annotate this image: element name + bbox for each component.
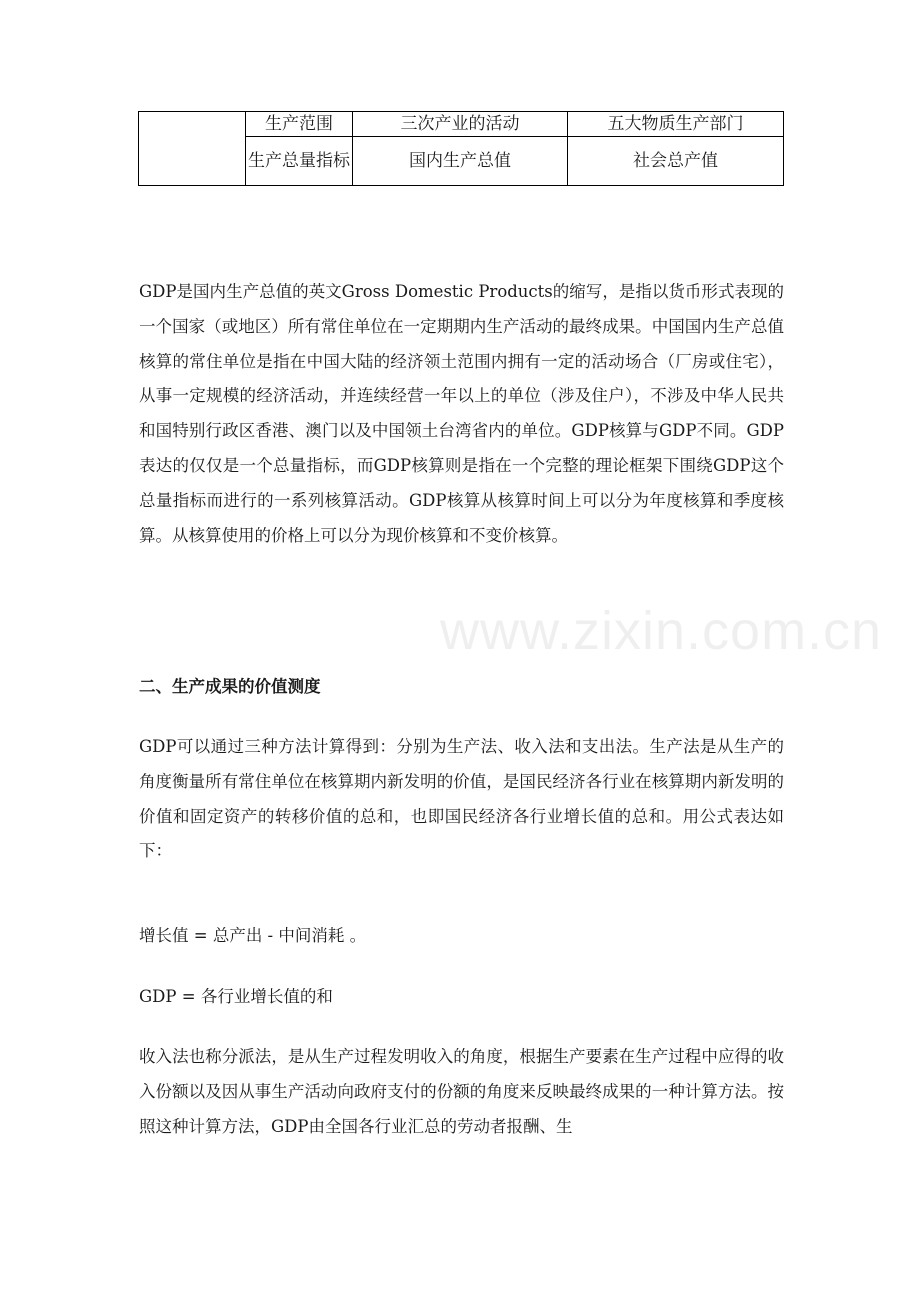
paragraph-gdp-definition: GDP是国内生产总值的英文Gross Domestic Products的缩写，是指以货币形式表现的一个国家（或地区）所有常住单位在一定期期内生产活动的最终成果。中国国内生产总值核算的常住单位是指在中国大陆的经济领土范围内拥有一定的活动场合（厂房或住宅），从事一定规模的经济活动，并连续经营一年以上的单位（涉及住户），不涉及中华人民共和国特别行政区香港、澳门以及中国领土台湾省内的单位。GDP核算与GDP不同。GDP表达的仅仅是一个总量指标，而GDP核算则是指在一个完整的理论框架下围绕GDP这个总量指标而进行的一系列核算活动。GDP核算从核算时间上可以分为年度核算和季度核算。从核算使用的价格上可以分为现价核算和不变价核算。 [139,282,784,545]
table-cell: 五大物质生产部门 [568,112,784,137]
table-cell: 国内生产总值 [353,137,568,186]
table-cell: 社会总产值 [568,137,784,186]
table-cell-label: 生产范围 [246,112,353,137]
section-heading: 二、生产成果的价值测度 [139,677,321,696]
comparison-table [138,111,784,186]
table-row [139,112,784,137]
table-cell-label: 生产总量指标 [246,137,353,186]
table-cell: 三次产业的活动 [353,112,568,137]
paragraph-income-method: 收入法也称分派法，是从生产过程发明收入的角度，根据生产要素在生产过程中应得的收入份额以及因从事生产活动向政府支付的份额的角度来反映最终成果的一种计算方法。按照这种计算方法，GDP由全国各行业汇总的劳动者报酬、生 [139,1047,784,1136]
paragraph-production-method: GDP可以通过三种方法计算得到：分别为生产法、收入法和支出法。生产法是从生产的角度衡量所有常住单位在核算期内新发明的价值，是国民经济各行业在核算期内新发明的价值和固定资产的转移价值的总和，也即国民经济各行业增长值的总和。用公式表达如下： [139,737,784,861]
table-blank-cell [139,112,246,186]
formula-gdp: GDP = 各行业增长值的和 [139,987,333,1006]
watermark: www.zixin.com.cn [440,601,883,661]
formula-value-added: 增长值 = 总产出 - 中间消耗 。 [139,926,367,945]
